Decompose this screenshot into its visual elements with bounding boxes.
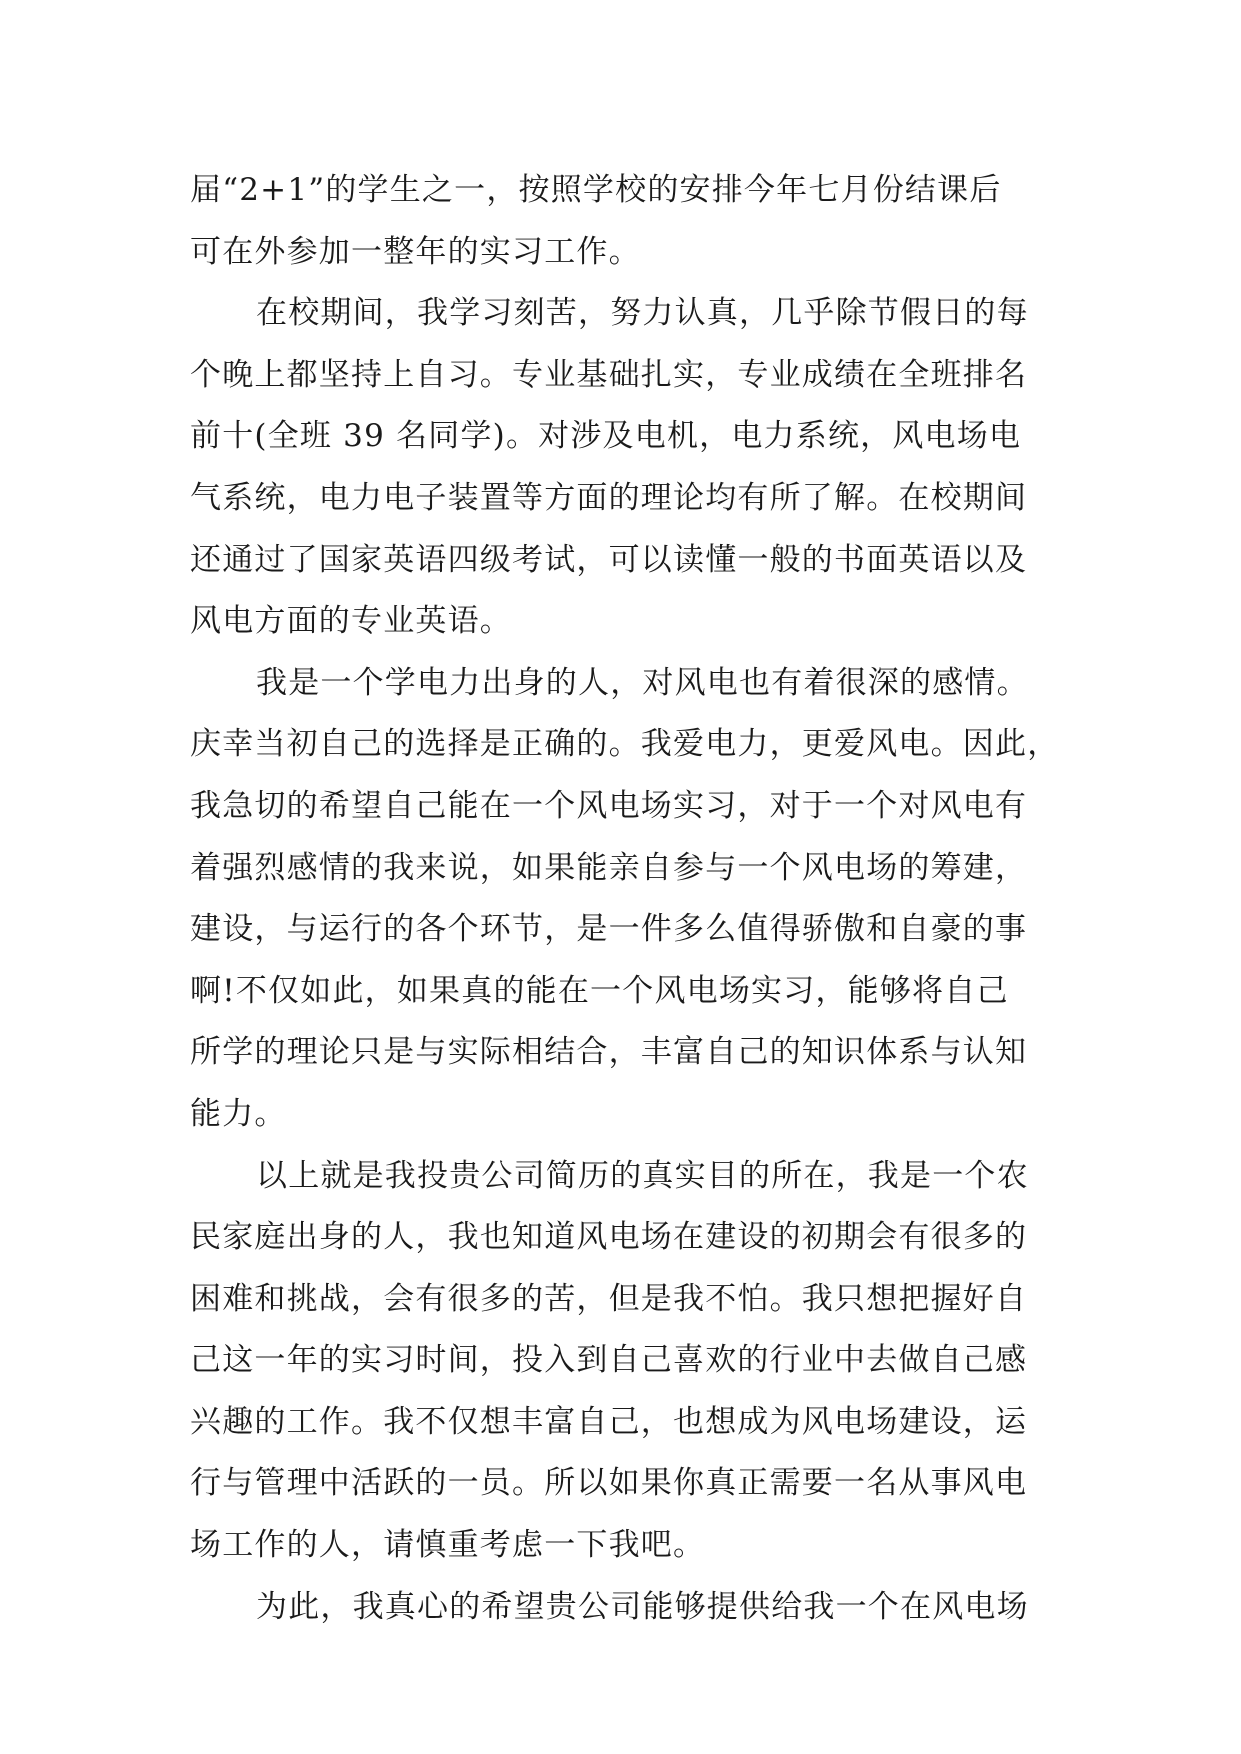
text-line: 己这一年的实习时间，投入到自己喜欢的行业中去做自己感 xyxy=(190,1342,1028,1379)
text-line: 兴趣的工作。我不仅想丰富自己，也想成为风电场建设，运 xyxy=(190,1403,1028,1440)
paragraph-3 xyxy=(190,653,1060,1146)
text-line: 建设，与运行的各个环节，是一件多么值得骄傲和自豪的事 xyxy=(190,911,1028,948)
text-line: 届“2+1”的学生之一，按照学校的安排今年七月份结课后 xyxy=(190,172,1002,208)
text-line: 在校期间，我学习刻苦，努力认真，几乎除节假日的每 xyxy=(256,295,1029,332)
paragraph-2 xyxy=(190,283,1060,653)
text-line: 风电方面的专业英语。 xyxy=(190,603,512,640)
text-line: 可在外参加一整年的实习工作。 xyxy=(190,233,641,270)
text-line: 行与管理中活跃的一员。所以如果你真正需要一名从事风电 xyxy=(190,1465,1028,1502)
text-line: 所学的理论只是与实际相结合，丰富自己的知识体系与认知 xyxy=(190,1034,1028,1071)
text-line: 我急切的希望自己能在一个风电场实习，对于一个对风电有 xyxy=(190,787,1028,824)
paragraph-5 xyxy=(190,1577,1060,1639)
text-line: 啊!不仅如此，如果真的能在一个风电场实习，能够将自己 xyxy=(190,972,1009,1009)
text-line: 能力。 xyxy=(190,1095,287,1132)
text-line: 为此，我真心的希望贵公司能够提供给我一个在风电场 xyxy=(256,1588,1029,1625)
text-line: 庆幸当初自己的选择是正确的。我爱电力，更爱风电。因此， xyxy=(190,726,1060,763)
text-line: 民家庭出身的人，我也知道风电场在建设的初期会有很多的 xyxy=(190,1219,1028,1256)
text-line: 个晚上都坚持上自习。专业基础扎实，专业成绩在全班排名 xyxy=(190,356,1028,393)
text-line: 着强烈感情的我来说，如果能亲自参与一个风电场的筹建， xyxy=(190,849,1028,886)
text-line: 场工作的人，请慎重考虑一下我吧。 xyxy=(190,1527,706,1564)
paragraph-4 xyxy=(190,1146,1060,1577)
text-line: 以上就是我投贵公司简历的真实目的所在，我是一个农 xyxy=(256,1157,1029,1194)
text-line: 前十(全班 39 名同学)。对涉及电机，电力系统，风电场电 xyxy=(190,418,1022,455)
paragraph-1 xyxy=(190,160,1060,283)
text-line: 还通过了国家英语四级考试，可以读懂一般的书面英语以及 xyxy=(190,541,1028,578)
text-line: 气系统，电力电子装置等方面的理论均有所了解。在校期间 xyxy=(190,479,1028,516)
document-body xyxy=(190,160,1060,1638)
text-line: 困难和挑战，会有很多的苦，但是我不怕。我只想把握好自 xyxy=(190,1280,1028,1317)
text-line: 我是一个学电力出身的人，对风电也有着很深的感情。 xyxy=(256,664,1029,701)
